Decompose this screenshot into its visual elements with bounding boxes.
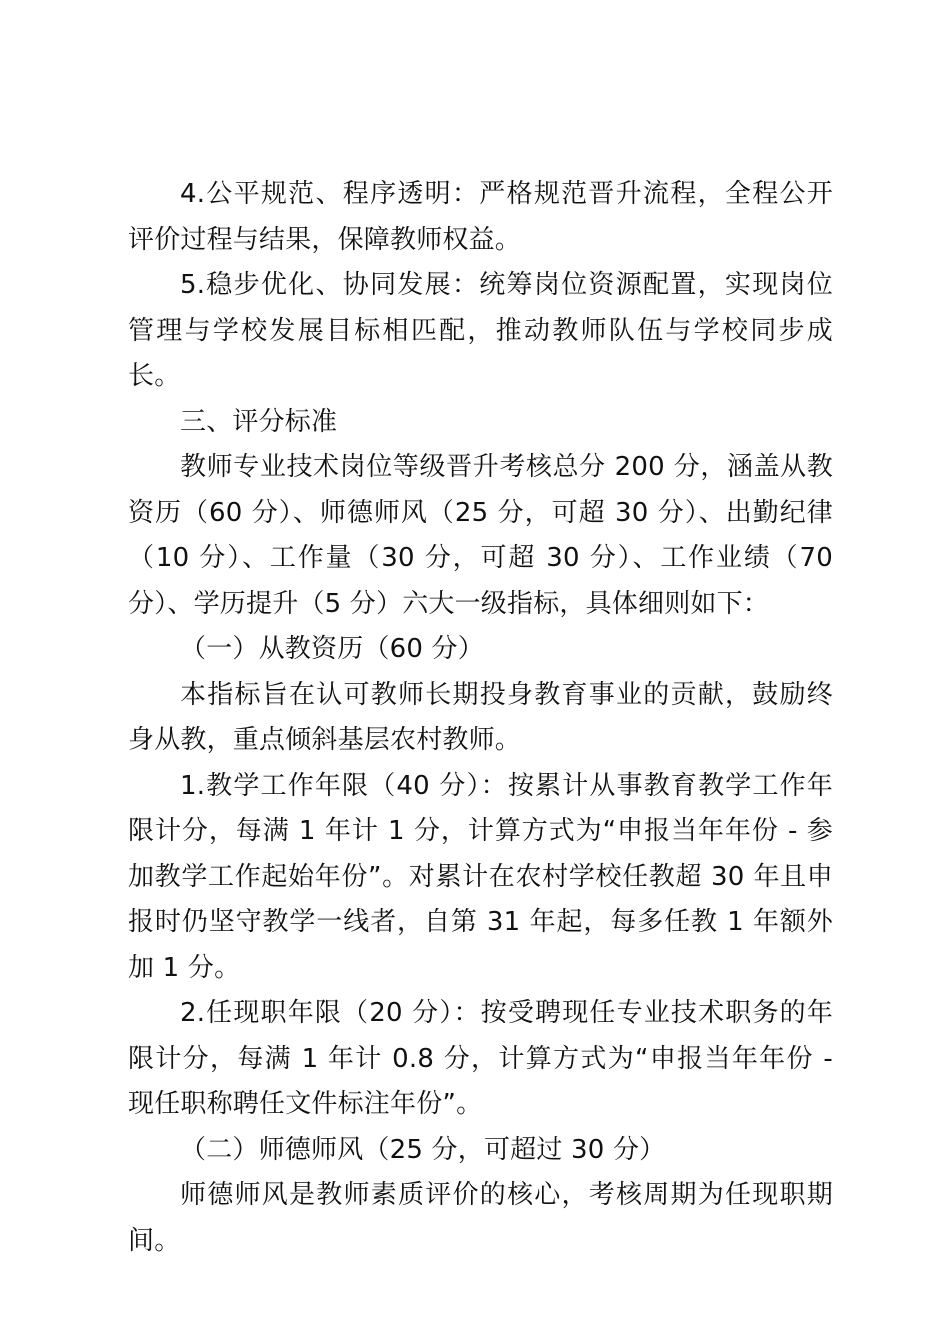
scoring-overview-paragraph: 教师专业技术岗位等级晋升考核总分 200 分，涵盖从教资历（60 分）、师德师风（25 分，可超 30 分）、出勤纪律（10 分）、工作量（30 分，可超 30 分）、工作业绩（70 分）、学历提升（5 分）六大一级指标，具体细则如下： bbox=[128, 452, 833, 619]
subsection-1-intro-paragraph: 本指标旨在认可教师长期投身教育事业的贡献，鼓励终身从教，重点倾斜基层农村教师。 bbox=[128, 679, 833, 755]
principle-4-paragraph: 4.公平规范、程序透明：严格规范晋升流程，全程公开评价过程与结果，保障教师权益。 bbox=[128, 179, 833, 255]
document-page bbox=[128, 172, 833, 1264]
subsection-2-heading: （二）师德师风（25 分，可超过 30 分） bbox=[180, 1134, 666, 1165]
section-3-heading: 三、评分标准 bbox=[180, 406, 338, 437]
subsection-1-heading: （一）从教资历（60 分） bbox=[180, 634, 484, 664]
principle-5-paragraph: 5.稳步优化、协同发展：统筹岗位资源配置，实现岗位管理与学校发展目标相匹配，推动教师队伍与学校同步成长。 bbox=[128, 270, 833, 391]
current-post-years-paragraph: 2.任现职年限（20 分）：按受聘现任专业技术职务的年限计分，每满 1 年计 0.8 分，计算方式为“申报当年年份 - 现任职称聘任文件标注年份”。 bbox=[128, 998, 833, 1119]
ethics-intro-paragraph: 师德师风是教师素质评价的核心，考核周期为任现职期间。 bbox=[128, 1180, 833, 1256]
teaching-years-paragraph: 1.教学工作年限（40 分）：按累计从事教育教学工作年限计分，每满 1 年计 1 分，计算方式为“申报当年年份 - 参加教学工作起始年份”。对累计在农村学校任教超 30 年且申报时仍坚守教学一线者，自第 31 年起，每多任教 1 年额外加 1 分。 bbox=[128, 770, 833, 983]
